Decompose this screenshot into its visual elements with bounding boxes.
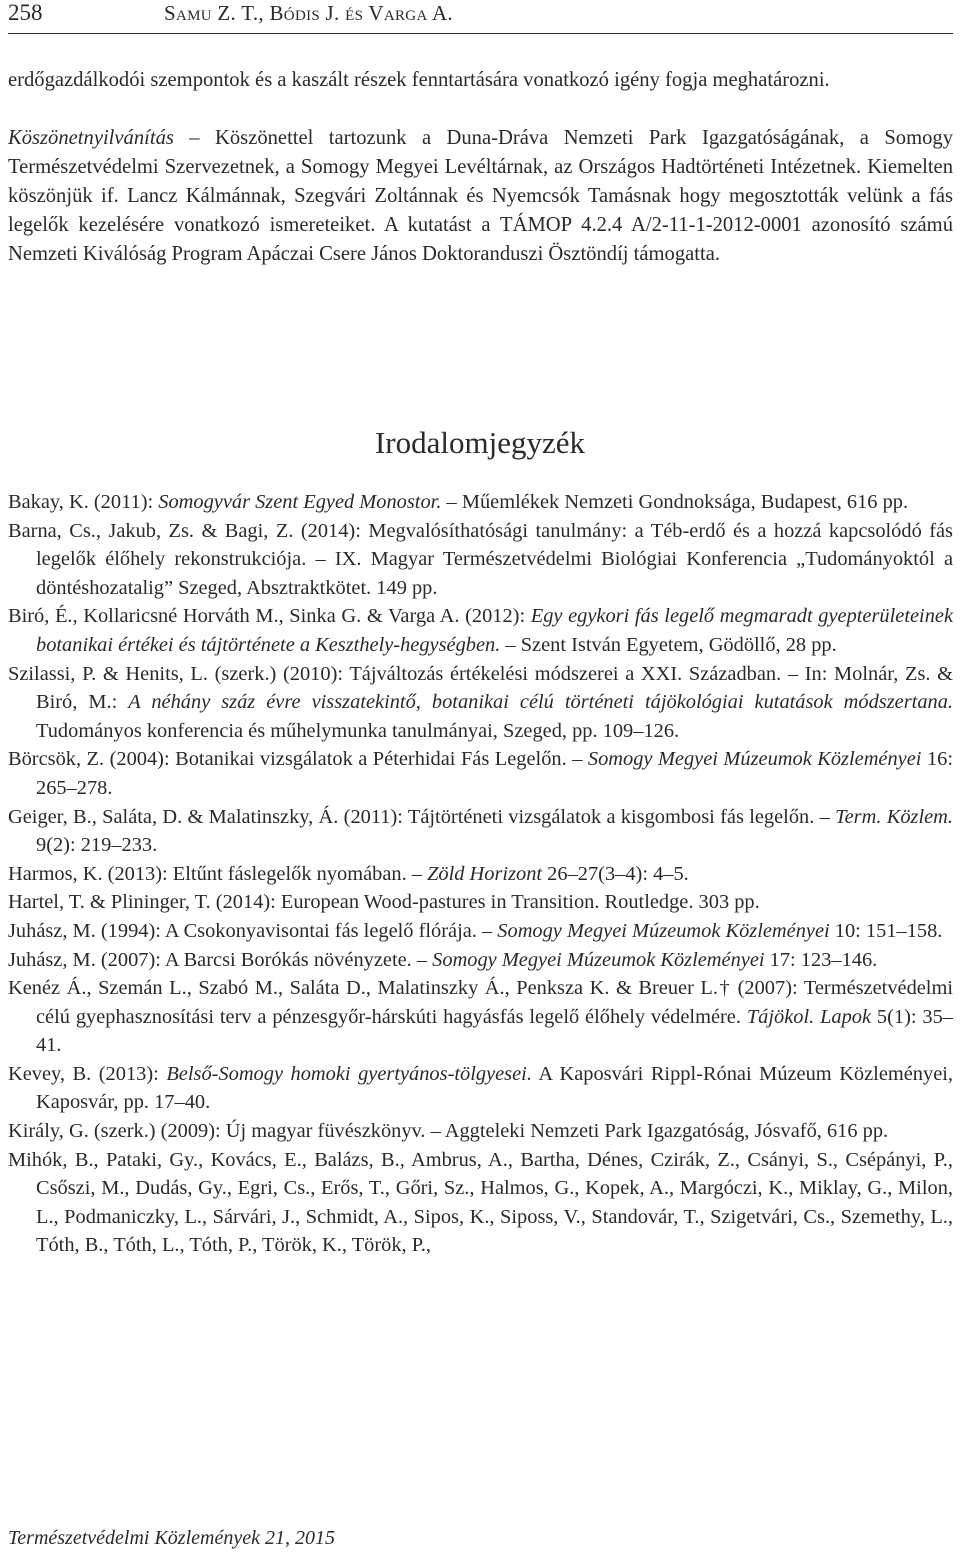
section-title: Irodalomjegyzék: [374, 425, 586, 460]
paragraph-continuation: erdőgazdálkodói szempontok és a kaszált részek fenntartására vonatkozó igény fogja meghatározni.: [8, 69, 830, 91]
acknowledgements-paragraph: [8, 124, 953, 269]
reference-item: Kevey, B. (2013): Belső-Somogy homoki gyertyános-tölgyesei. A Kaposvári Rippl-Rónai Múzeum Közleményei, Kaposvár, pp. 17–40.: [8, 1062, 954, 1114]
reference-item: Barna, Cs., Jakub, Zs. & Bagi, Z. (2014): Megvalósíthatósági tanulmány: a Téb-erdő és a hozzá kapcsolódó fás legelők élőhely rekonstrukciója. – IX. Magyar Természetvédelmi Biológiai Konferencia „Tudományoktól a döntéshozatalig” Szeged, Absztraktkötet. 149 pp.: [8, 519, 953, 599]
page-number: 258: [8, 0, 43, 25]
journal-footer: Természetvédelmi Közlemények 21, 2015: [8, 1527, 335, 1549]
header-rule: [8, 33, 953, 34]
reference-item: Hartel, T. & Plininger, T. (2014): European Wood-pastures in Transition. Routledge. 303 pp.: [8, 891, 760, 914]
reference-item: Szilassi, P. & Henits, L. (szerk.) (2010): Tájváltozás értékelési módszerei a XXI. Században. – In: Molnár, Zs. & Biró, M.: A néhány száz évre visszatekintő, botanikai célú történeti tájökológiai kutatások módszertana. Tudományos konferencia és műhelymunka tanulmányai, Szeged, pp. 109–126.: [8, 662, 954, 742]
reference-item: Mihók, B., Pataki, Gy., Kovács, E., Balázs, B., Ambrus, A., Bartha, Dénes, Czirák, Z., Csányi, S., Csépányi, P., Csőszi, M., Dudás, Gy., Egri, Cs., Erős, T., Gőri, Sz., Halmos, G., Kopek, A., Margóczi, K., Miklay, G., Milon, L., Podmaniczky, L., Sárvári, J., Schmidt, A., Sipos, K., Siposs, V., Standovár, T., Szigetvári, Cs., Szemethy, L., Tóth, B., Tóth, L., Tóth, P., Török, K., Török, P.,: [8, 1148, 953, 1257]
acknowledgements-label: Köszönetnyilvánítás: [8, 127, 174, 149]
reference-item: Harmos, K. (2013): Eltűnt fáslegelők nyomában. – Zöld Horizont 26–27(3–4): 4–5.: [8, 862, 689, 885]
reference-list: [8, 488, 953, 1260]
body-text: [8, 66, 953, 269]
running-head: Samu Z. T., Bódis J. és Varga A.: [164, 1, 453, 25]
reference-item: Börcsök, Z. (2004): Botanikai vizsgálatok a Péterhidai Fás Legelőn. – Somogy Megyei Múzeumok Közleményei 16: 265–278.: [8, 748, 954, 799]
reference-item: Geiger, B., Saláta, D. & Malatinszky, Á. (2011): Tájtörténeti vizsgálatok a kisgombosi fás legelőn. – Term. Közlem. 9(2): 219–233.: [8, 805, 953, 857]
reference-item: Király, G. (szerk.) (2009): Új magyar füvészkönyv. – Aggteleki Nemzeti Park Igazgatóság, Jósvafő, 616 pp.: [8, 1120, 889, 1143]
reference-item: Kenéz Á., Szemán L., Szabó M., Saláta D., Malatinszky Á., Penksza K. & Breuer L.† (2007): Természetvédelmi célú gyephasznosítási terv a pénzesgyőr-hárskúti hagyásfás legelő élőhely védelmére. Tájökol. Lapok 5(1): 35–41.: [8, 977, 954, 1057]
page-header: [8, 0, 953, 34]
reference-item: Biró, É., Kollaricsné Horváth M., Sinka G. & Varga A. (2012): Egy egykori fás legelő megmaradt gyepterületeinek botanikai értékei és tájtörténete a Keszthely-hegységben. – Szent István Egyetem, Gödöllő, 28 pp.: [8, 605, 954, 656]
acknowledgements-text: – Köszönettel tartozunk a Duna-Dráva Nemzeti Park Igazgatóságának, a Somogy Természetvédelmi Szervezetnek, a Somogy Megyei Levéltárnak, az Országos Hadtörténeti Intézetnek. Kiemelten köszönjük if. Lancz Kálmánnak, Szegvári Zoltánnak és Nyemcsók Tamásnak hogy megosztották velünk a fás legelők kezelésére vonatkozó ismereteiket. A kutatást a TÁMOP 4.2.4 A/2-11-1-2012-0001 azonosító számú Nemzeti Kiválóság Program Apáczai Csere János Doktoranduszi Ösztöndíj támogatta.: [8, 127, 953, 265]
reference-item: Juhász, M. (2007): A Barcsi Borókás növényzete. – Somogy Megyei Múzeumok Közleményei 17: 123–146.: [8, 948, 878, 971]
reference-item: Bakay, K. (2011): Somogyvár Szent Egyed Monostor. – Műemlékek Nemzeti Gondnoksága, Budapest, 616 pp.: [8, 491, 909, 513]
reference-item: Juhász, M. (1994): A Csokonyavisontai fás legelő flórája. – Somogy Megyei Múzeumok Közleményei 10: 151–158.: [8, 919, 943, 942]
